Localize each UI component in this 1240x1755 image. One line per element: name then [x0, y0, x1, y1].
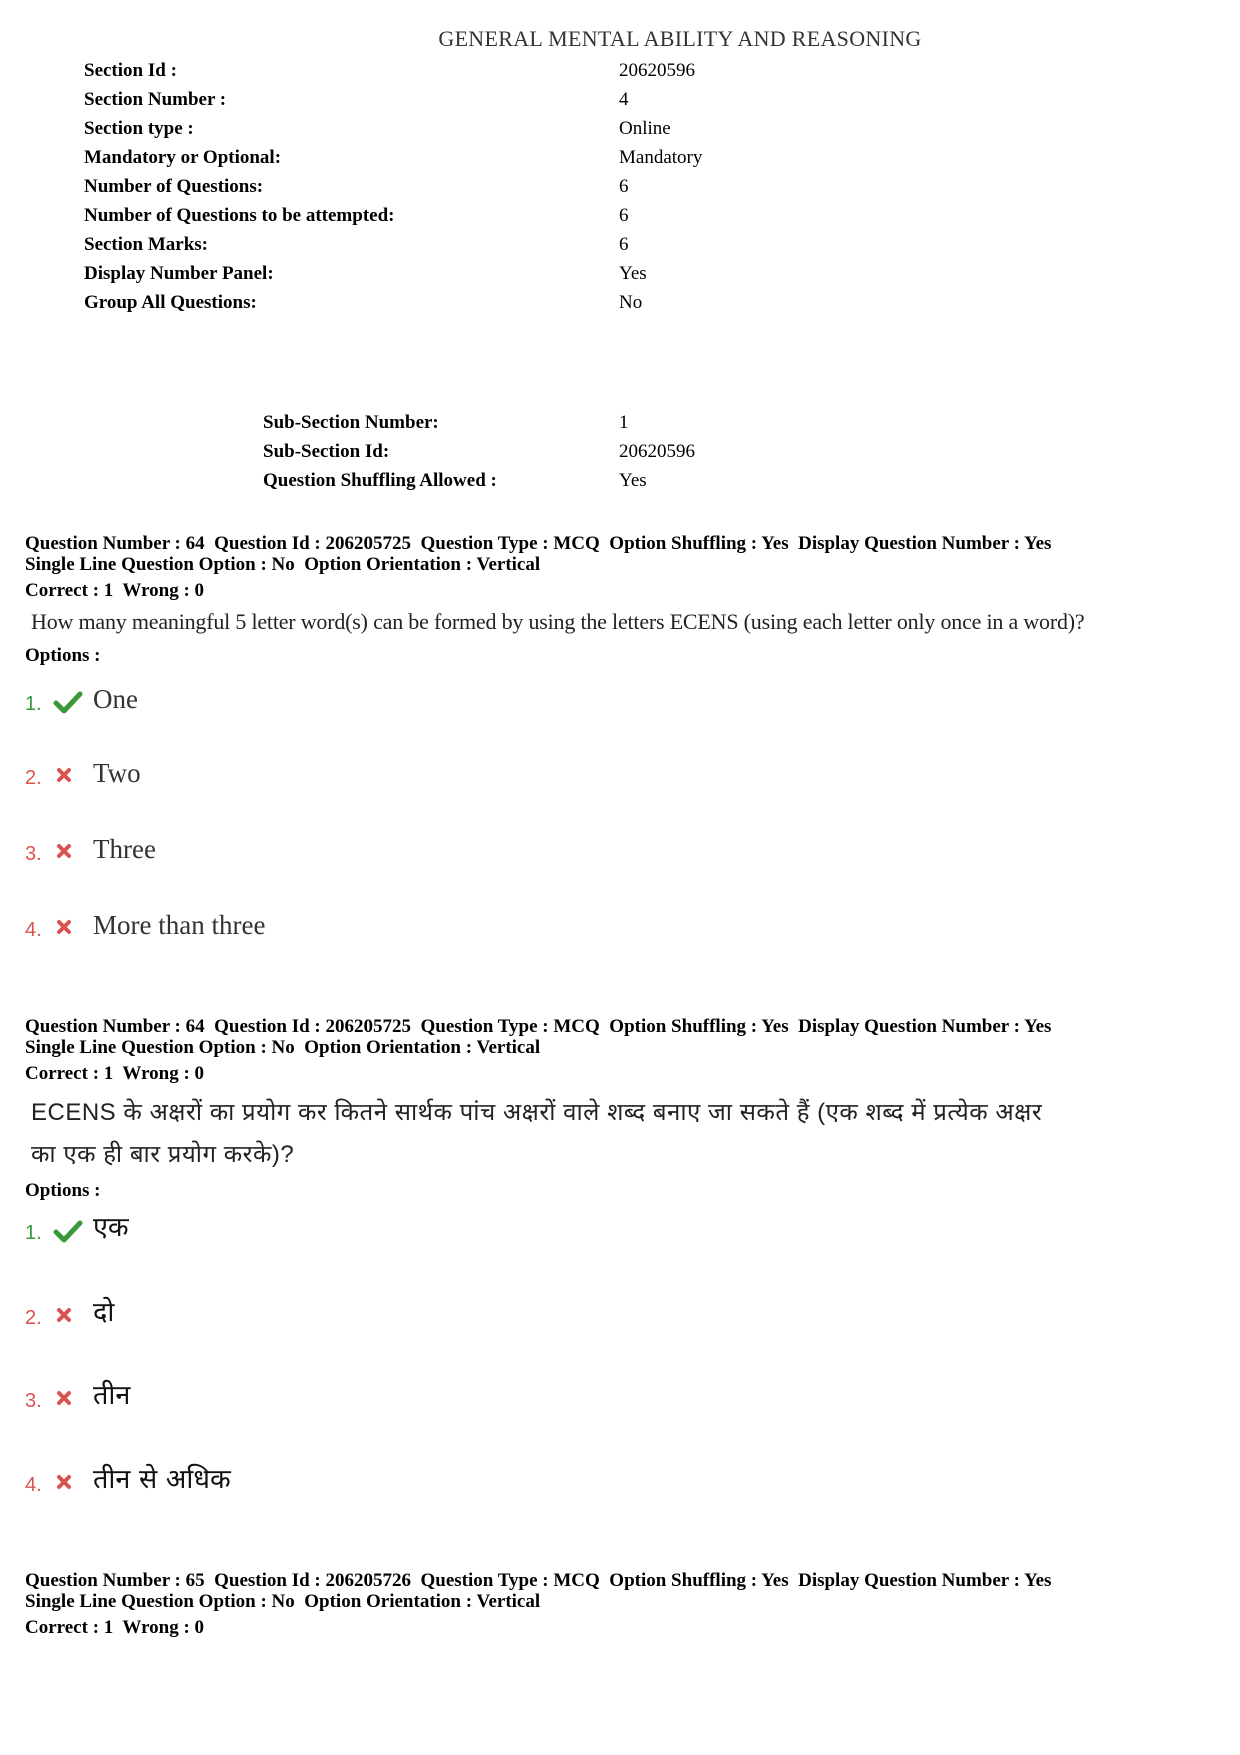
subsection-number-row — [263, 408, 763, 437]
option-3 — [25, 827, 156, 867]
question-marks: Correct : 1 Wrong : 0 — [25, 1063, 205, 1084]
question-meta-line1: Question Number : 64 Question Id : 206205725 Question Type : MCQ Option Shuffling : Yes Display Question Number : Yes — [25, 1016, 1052, 1037]
question-text — [31, 1092, 1225, 1176]
subsection-id-row — [263, 437, 763, 466]
cross-icon — [51, 1468, 85, 1498]
section-id-value: 20620596 — [619, 60, 695, 81]
mandatory-label: Mandatory or Optional: — [84, 147, 282, 168]
num-questions-row — [84, 172, 784, 201]
question-block — [25, 533, 1225, 953]
display-panel-row — [84, 259, 784, 288]
section-type-label: Section type : — [84, 118, 194, 139]
cross-icon — [51, 837, 85, 867]
display-panel-label: Display Number Panel: — [84, 263, 274, 284]
question-meta-line1: Question Number : 65 Question Id : 206205726 Question Type : MCQ Option Shuffling : Yes Display Question Number : Yes — [25, 1570, 1052, 1591]
section-type-value: Online — [619, 118, 671, 139]
num-questions-label: Number of Questions: — [84, 176, 264, 197]
options-label: Options : — [25, 645, 101, 666]
group-all-label: Group All Questions: — [84, 292, 257, 313]
num-attempt-row — [84, 201, 784, 230]
section-marks-label: Section Marks: — [84, 234, 209, 255]
option-number: 2. — [25, 767, 42, 789]
option-1 — [25, 1206, 129, 1246]
cross-icon — [51, 761, 85, 791]
question-meta-line2: Single Line Question Option : No Option Orientation : Vertical — [25, 1037, 541, 1058]
option-number: 1. — [25, 1222, 42, 1244]
options-label: Options : — [25, 1180, 101, 1201]
group-all-value: No — [619, 292, 643, 313]
num-attempt-value: 6 — [619, 205, 629, 226]
option-number: 3. — [25, 843, 42, 865]
question-meta-line2: Single Line Question Option : No Option Orientation : Vertical — [25, 1591, 541, 1612]
cross-icon — [51, 1384, 85, 1414]
option-text: तीन से अधिक — [93, 1464, 231, 1495]
subsection-number-label: Sub-Section Number: — [263, 412, 439, 433]
question-shuffling-label: Question Shuffling Allowed : — [263, 470, 497, 491]
option-number: 4. — [25, 1474, 42, 1496]
num-attempt-label: Number of Questions to be attempted: — [84, 205, 395, 226]
option-number: 4. — [25, 919, 42, 941]
cross-icon — [51, 913, 85, 943]
question-marks: Correct : 1 Wrong : 0 — [25, 580, 205, 601]
option-number: 1. — [25, 693, 42, 715]
option-text: Three — [93, 834, 156, 864]
question-text-line1: ECENS के अक्षरों का प्रयोग कर कितने सार्थक पांच अक्षरों वाले शब्द बनाए जा सकते हैं (एक शब्द में प्रत्येक अक्षर — [31, 1099, 1043, 1126]
question-text: How many meaningful 5 letter word(s) can be formed by using the letters ECENS (using each letter only once in a word)? — [31, 609, 1085, 634]
option-text: Two — [93, 758, 141, 788]
option-4 — [25, 903, 265, 943]
section-marks-row — [84, 230, 784, 259]
question-shuffling-value: Yes — [619, 470, 647, 491]
cross-icon — [51, 1301, 85, 1331]
option-text: One — [93, 684, 138, 714]
section-id-row — [84, 56, 784, 85]
section-marks-value: 6 — [619, 234, 629, 255]
question-marks: Correct : 1 Wrong : 0 — [25, 1617, 205, 1638]
section-id-label: Section Id : — [84, 60, 177, 81]
option-text: तीन — [93, 1380, 131, 1411]
question-shuffling-row — [263, 466, 763, 495]
subsection-id-label: Sub-Section Id: — [263, 441, 390, 462]
check-icon — [51, 687, 85, 717]
subsection-info — [263, 408, 763, 498]
display-panel-value: Yes — [619, 263, 647, 284]
section-number-label: Section Number : — [84, 89, 227, 110]
subsection-id-value: 20620596 — [619, 441, 695, 462]
mandatory-value: Mandatory — [619, 147, 703, 168]
option-text: दो — [93, 1297, 115, 1328]
question-block — [25, 1570, 1225, 1650]
group-all-row — [84, 288, 784, 317]
page-title: GENERAL MENTAL ABILITY AND REASONING — [438, 26, 922, 51]
option-3 — [25, 1374, 130, 1414]
section-type-row — [84, 114, 784, 143]
option-number: 3. — [25, 1390, 42, 1412]
option-4 — [25, 1458, 231, 1498]
mandatory-row — [84, 143, 784, 172]
section-number-row — [84, 85, 784, 114]
question-text-line2: का एक ही बार प्रयोग करके)? — [31, 1141, 295, 1168]
question-meta-line1: Question Number : 64 Question Id : 206205725 Question Type : MCQ Option Shuffling : Yes Display Question Number : Yes — [25, 533, 1052, 554]
option-1 — [25, 677, 138, 717]
question-meta-line2: Single Line Question Option : No Option Orientation : Vertical — [25, 554, 541, 575]
num-questions-value: 6 — [619, 176, 629, 197]
option-2 — [25, 1291, 114, 1331]
section-number-value: 4 — [619, 89, 629, 110]
check-icon — [51, 1216, 85, 1246]
section-info — [84, 56, 784, 326]
option-text: More than three — [93, 910, 266, 940]
option-text: एक — [93, 1212, 129, 1243]
subsection-number-value: 1 — [619, 412, 629, 433]
option-2 — [25, 751, 141, 791]
question-block — [25, 1016, 1225, 1516]
option-number: 2. — [25, 1307, 42, 1329]
